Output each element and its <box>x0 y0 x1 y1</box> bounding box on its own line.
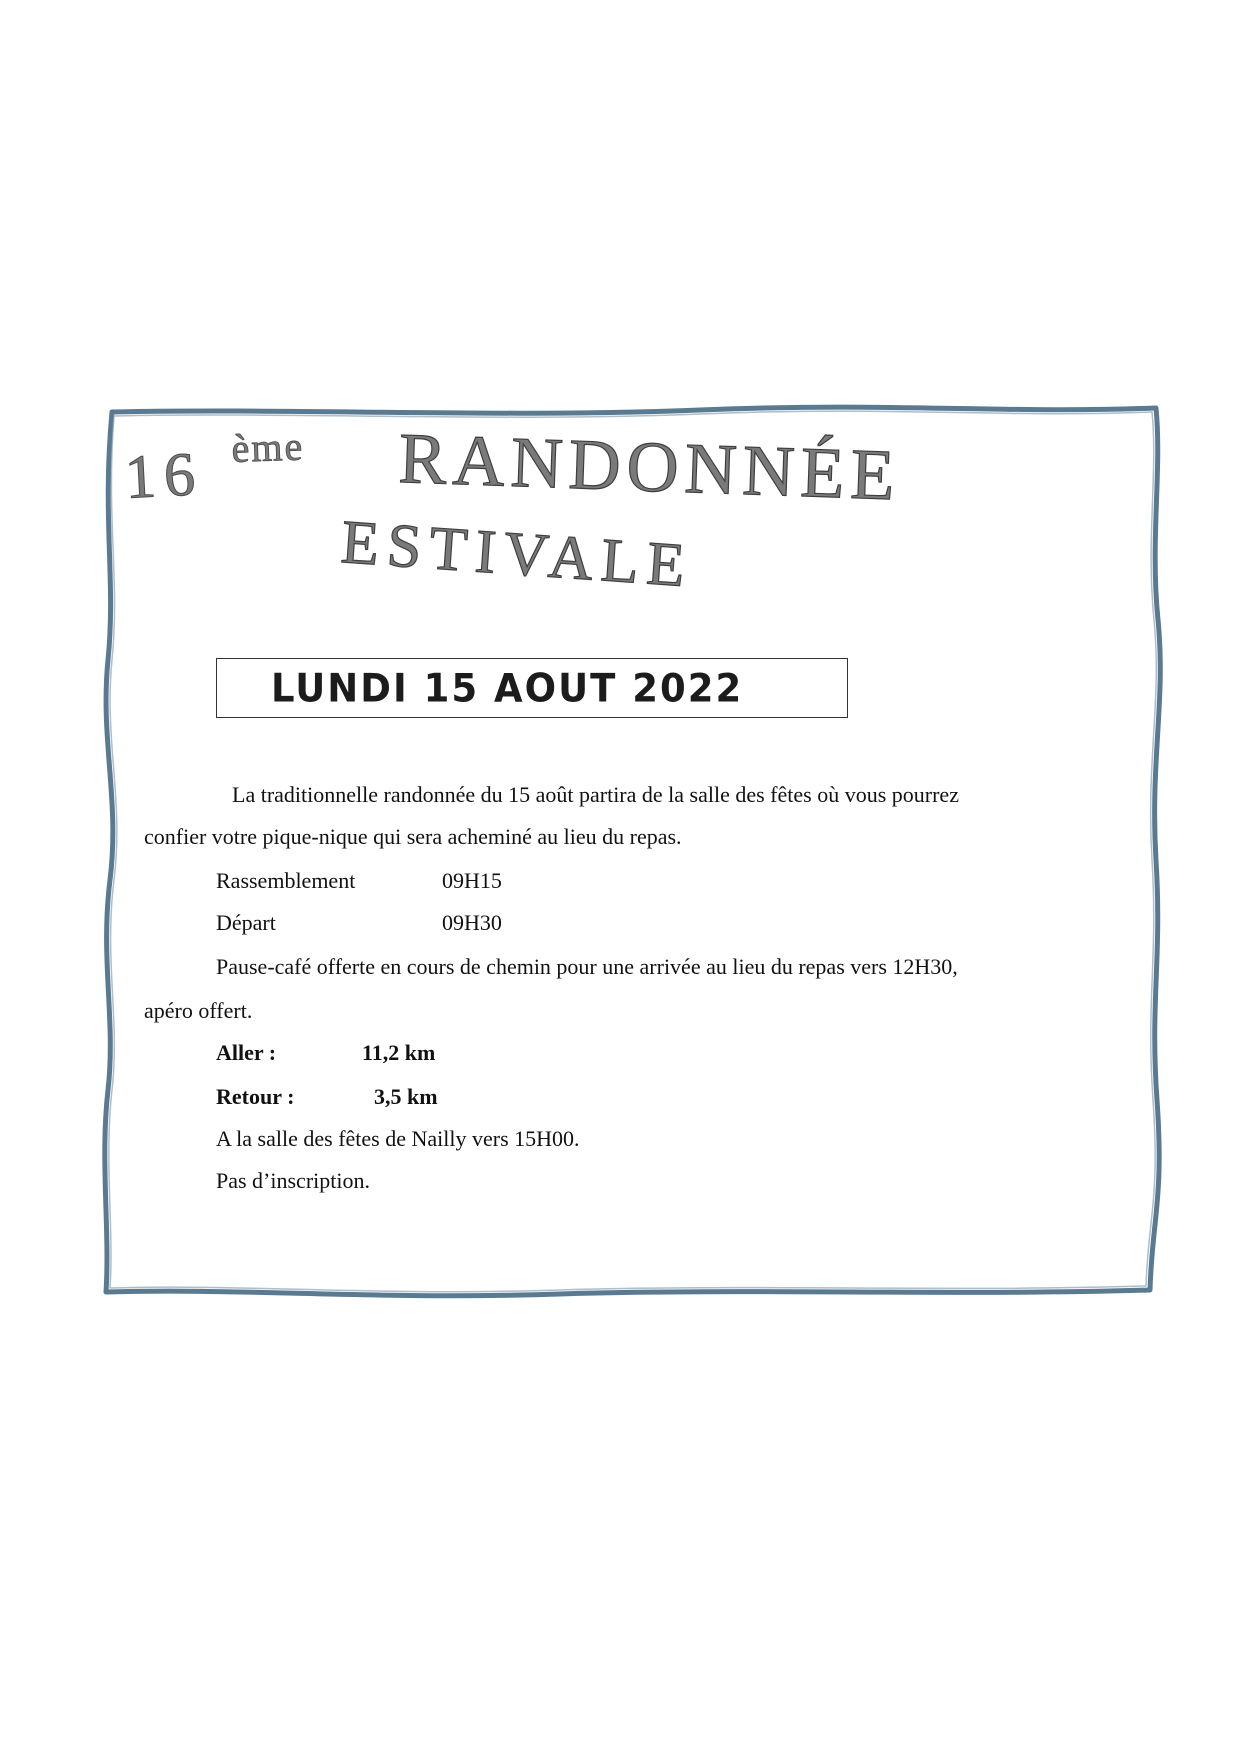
pause-line-2: apéro offert. <box>144 998 253 1023</box>
title-ordinal-suffix: ème <box>230 423 305 471</box>
intro-line-2: confier votre pique-nique qui sera acheminé au lieu du repas. <box>144 824 682 849</box>
distance-value-retour: 3,5 km <box>374 1084 438 1109</box>
schedule-label-rassemblement: Rassemblement <box>216 868 356 893</box>
distance-label-aller: Aller : <box>216 1040 277 1065</box>
schedule-label-depart: Départ <box>216 910 276 935</box>
schedule-time-depart: 09H30 <box>442 910 502 935</box>
distance-label-retour: Retour : <box>216 1084 295 1109</box>
intro-line-1: La traditionnelle randonnée du 15 août partira de la salle des fêtes où vous pourrez <box>232 782 959 807</box>
registration-note: Pas d’inscription. <box>216 1168 370 1193</box>
distance-value-aller: 11,2 km <box>362 1040 436 1065</box>
return-note: A la salle des fêtes de Nailly vers 15H00. <box>216 1126 580 1151</box>
title-line-estivale: ESTIVALE <box>339 508 696 601</box>
event-date: LUNDI 15 AOUT 2022 <box>271 665 744 711</box>
title-ordinal-number: 16 <box>123 439 205 512</box>
schedule-time-rassemblement: 09H15 <box>442 868 502 893</box>
date-box <box>216 658 848 718</box>
title-line-randonnee: RANDONNÉE <box>397 418 902 516</box>
pause-line-1: Pause-café offerte en cours de chemin pour une arrivée au lieu du repas vers 12H30, <box>216 954 958 979</box>
